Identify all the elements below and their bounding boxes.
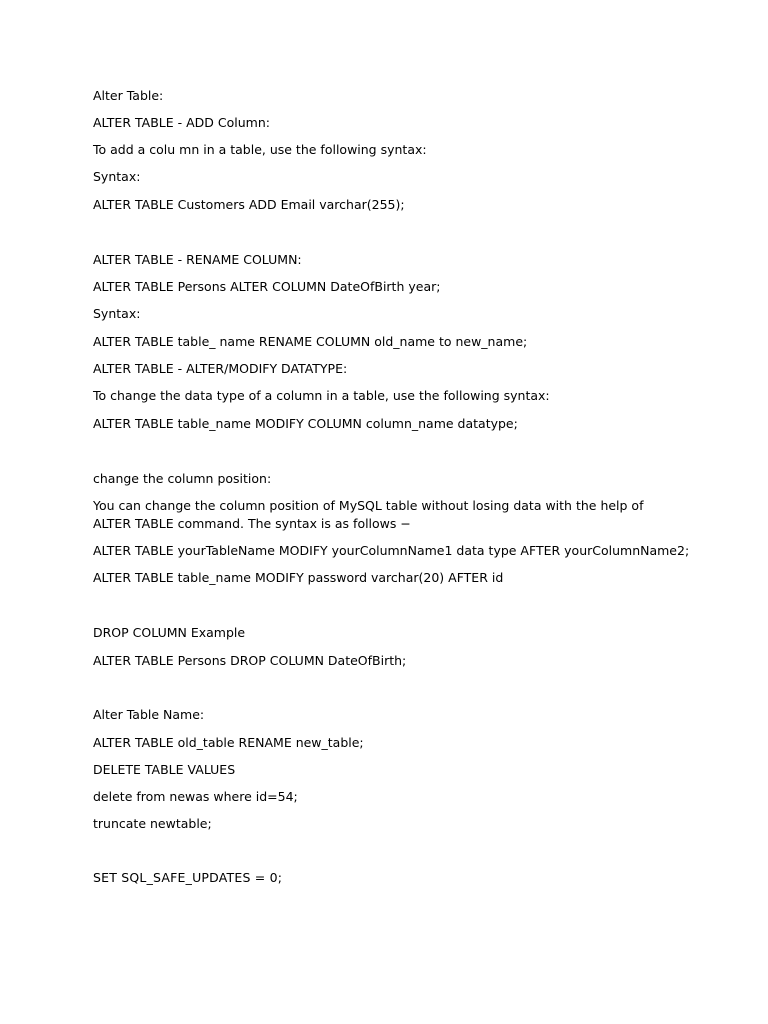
heading-drop-column: DROP COLUMN Example bbox=[93, 625, 246, 640]
heading-modify-datatype: ALTER TABLE - ALTER/MODIFY DATATYPE: bbox=[93, 361, 348, 376]
label-syntax: Syntax: bbox=[93, 169, 141, 184]
heading-alter-table: Alter Table: bbox=[93, 88, 164, 103]
heading-delete-table-values: DELETE TABLE VALUES bbox=[93, 762, 236, 777]
text-add-column-description: To add a colu mn in a table, use the following syntax: bbox=[93, 142, 427, 157]
heading-alter-table-name: Alter Table Name: bbox=[93, 707, 205, 722]
text-change-datatype: To change the data type of a column in a table, use the following syntax: bbox=[93, 388, 550, 403]
code-truncate: truncate newtable; bbox=[93, 816, 212, 831]
code-rename-column: ALTER TABLE table_ name RENAME COLUMN old_name to new_name; bbox=[93, 334, 528, 349]
code-modify-password: ALTER TABLE table_name MODIFY password varchar(20) AFTER id bbox=[93, 570, 504, 585]
code-delete-from: delete from newas where id=54; bbox=[93, 789, 298, 804]
code-add-email: ALTER TABLE Customers ADD Email varchar(255); bbox=[93, 197, 405, 212]
heading-add-column: ALTER TABLE - ADD Column: bbox=[93, 115, 270, 130]
text-column-position: You can change the column position of MySQL table without losing data with the help of ALTER TABLE command. The syntax is as follows − bbox=[93, 498, 644, 531]
code-drop-column: ALTER TABLE Persons DROP COLUMN DateOfBirth; bbox=[93, 653, 407, 668]
label-syntax: Syntax: bbox=[93, 306, 141, 321]
heading-column-position: change the column position: bbox=[93, 471, 272, 486]
code-alter-dateofbirth: ALTER TABLE Persons ALTER COLUMN DateOfBirth year; bbox=[93, 279, 441, 294]
heading-rename-column: ALTER TABLE - RENAME COLUMN: bbox=[93, 252, 302, 267]
code-modify-column: ALTER TABLE table_name MODIFY COLUMN column_name datatype; bbox=[93, 416, 518, 431]
code-rename-table: ALTER TABLE old_table RENAME new_table; bbox=[93, 735, 364, 750]
code-modify-after: ALTER TABLE yourTableName MODIFY yourColumnName1 data type AFTER yourColumnName2; bbox=[93, 543, 690, 558]
code-set-safe-updates: SET SQL_SAFE_UPDATES = 0; bbox=[93, 870, 283, 885]
